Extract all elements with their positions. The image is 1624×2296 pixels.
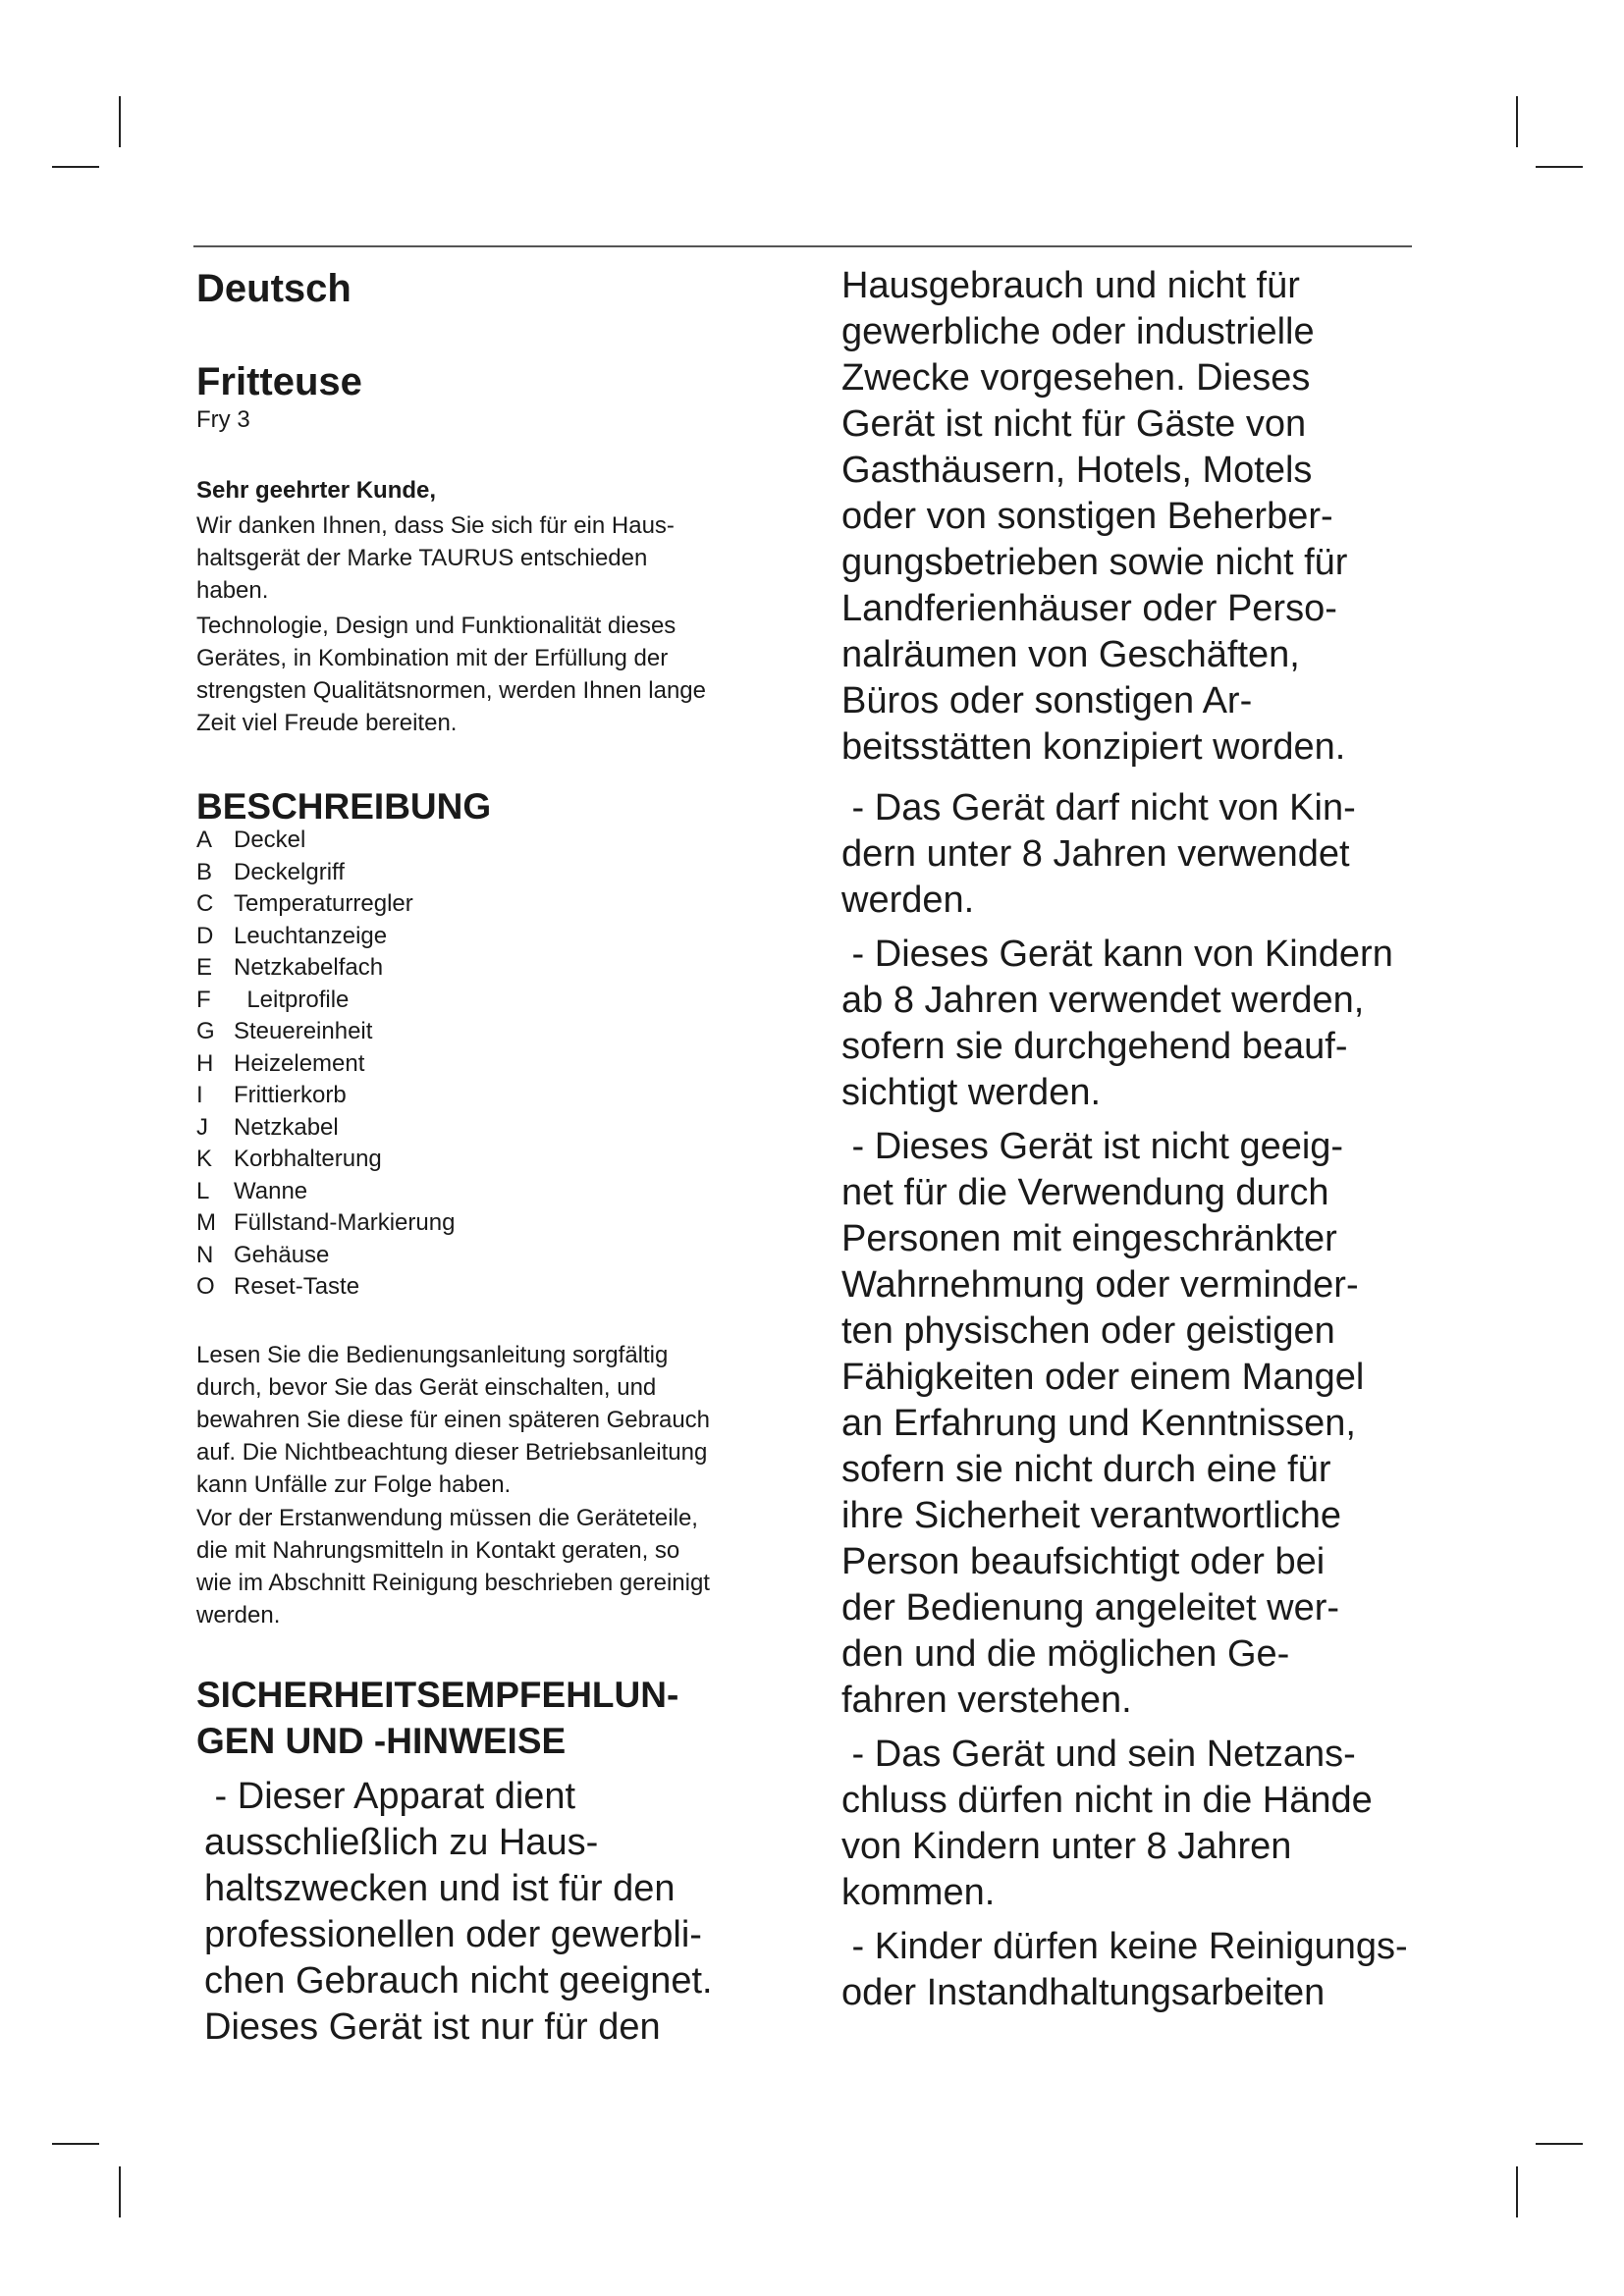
- safety-paragraph: - Das Gerät und sein Netzans- chluss dürfen nicht in die Hände von Kindern unter 8 Jahren kommen.: [841, 1734, 1373, 1913]
- item-key: D: [196, 922, 214, 949]
- safety-paragraph: - Kinder dürfen keine Reinigungs- oder Instandhaltungsarbeiten: [841, 1926, 1408, 2013]
- item-key: F: [196, 986, 211, 1013]
- list-item: [196, 857, 455, 889]
- item-label: Leitprofile: [234, 986, 350, 1013]
- list-item: [196, 985, 455, 1017]
- crop-mark: [1516, 96, 1518, 147]
- list-item: [196, 1080, 455, 1112]
- list-item: [196, 1016, 455, 1048]
- safety-heading: SICHERHEITSEMPFEHLUN- GEN UND -HINWEISE: [196, 1675, 679, 1761]
- header-rule: [193, 245, 1412, 247]
- greeting-paragraph: Technologie, Design und Funktionalität dieses Gerätes, in Kombination mit der Erfüllung der strengsten Qualitätsnormen, werden Ihnen lange Zeit viel Freude bereiten.: [196, 613, 706, 736]
- right-column: [841, 263, 1408, 2016]
- crop-mark: [119, 2166, 121, 2217]
- safety-paragraph: - Dieses Gerät ist nicht geeig- net für die Verwendung durch Personen mit eingeschränkter Wahrnehmung oder verminder- ten physischen oder geistigen Fähigkeiten oder einem Mangel an Erfahrung und Kenntnissen, sofern sie nicht durch eine für ihre Sicherheit verantwortliche Person beaufsichtigt oder bei der Bedienung angeleitet wer- den und die möglichen Ge- fahren verstehen.: [841, 1126, 1365, 1721]
- crop-mark: [52, 166, 99, 168]
- item-key: O: [196, 1273, 215, 1300]
- cleaning-paragraph: Vor der Erstanwendung müssen die Geräteteile, die mit Nahrungsmitteln in Kontakt geraten, so wie im Abschnitt Reinigung beschrieben gereinigt werden.: [196, 1505, 710, 1629]
- item-key: L: [196, 1177, 210, 1204]
- item-key: G: [196, 1018, 215, 1044]
- list-item: [196, 921, 455, 953]
- greeting-section: [196, 474, 706, 739]
- safety-paragraph: - Dieser Apparat dient ausschließlich zu Haus- haltszwecken und ist für den professionellen oder gewerbli- chen Gebrauch nicht geeignet. Dieses Gerät ist nur für den: [204, 1776, 713, 2048]
- item-label: Temperaturregler: [234, 890, 413, 917]
- description-heading: BESCHREIBUNG: [196, 786, 492, 827]
- item-label: Frittierkorb: [234, 1082, 347, 1108]
- item-key: B: [196, 858, 213, 885]
- item-label: Wanne: [234, 1177, 308, 1204]
- product-model: Fry 3: [196, 406, 250, 433]
- safety-paragraph: - Das Gerät darf nicht von Kin- dern unter 8 Jahren verwendet werden.: [841, 787, 1356, 921]
- item-key: I: [196, 1082, 203, 1108]
- item-key: N: [196, 1241, 214, 1268]
- list-item: [196, 1271, 455, 1304]
- item-key: J: [196, 1113, 208, 1141]
- crop-mark: [119, 96, 121, 147]
- list-item: [196, 1240, 455, 1272]
- item-label: Netzkabel: [234, 1113, 339, 1141]
- list-item: [196, 1048, 455, 1081]
- instructions-paragraph: Lesen Sie die Bedienungsanleitung sorgfältig durch, bevor Sie das Gerät einschalten, und bewahren Sie diese für einen späteren Gebrauch auf. Die Nichtbeachtung dieser Betriebsanleitung kann Unfälle zur Folge haben.: [196, 1342, 711, 1498]
- list-item: [196, 1207, 455, 1240]
- list-item: [196, 888, 455, 921]
- item-key: E: [196, 954, 213, 981]
- list-item: [196, 825, 455, 857]
- list-item: [196, 1176, 455, 1208]
- item-label: Deckel: [234, 827, 306, 853]
- item-label: Korbhalterung: [234, 1146, 382, 1172]
- list-item: [196, 1112, 455, 1145]
- safety-paragraph: Hausgebrauch und nicht für gewerbliche oder industrielle Zwecke vorgesehen. Dieses Gerät ist nicht für Gäste von Gasthäusern, Hotels, Motels oder von sonstigen Beherber- gungsbetrieben sowie nicht für Landferienhäuser oder Perso- nalräumen von Geschäften, Büros oder sonstigen Ar- beitsstätten konzipiert worden.: [841, 265, 1348, 768]
- safety-paragraph: - Dieses Gerät kann von Kindern ab 8 Jahren verwendet werden, sofern sie durchgehend beauf- sichtigt werden.: [841, 934, 1393, 1113]
- list-item: [196, 1144, 455, 1176]
- item-label: Heizelement: [234, 1049, 365, 1077]
- item-key: C: [196, 890, 214, 917]
- greeting-paragraph: Wir danken Ihnen, dass Sie sich für ein Haus- haltsgerät der Marke TAURUS entschieden haben.: [196, 512, 675, 604]
- crop-mark: [1536, 166, 1583, 168]
- crop-mark: [1516, 2166, 1518, 2217]
- parts-list: [196, 825, 455, 1304]
- item-label: Steuereinheit: [234, 1018, 373, 1044]
- crop-mark: [52, 2143, 99, 2145]
- item-key: H: [196, 1049, 214, 1077]
- language-heading: Deutsch: [196, 267, 352, 310]
- crop-mark: [1536, 2143, 1583, 2145]
- product-title: Fritteuse: [196, 360, 362, 403]
- item-key: A: [196, 827, 213, 853]
- item-label: Gehäuse: [234, 1241, 330, 1268]
- list-item: [196, 952, 455, 985]
- item-label: Leuchtanzeige: [234, 922, 388, 949]
- item-label: Deckelgriff: [234, 858, 345, 885]
- item-label: Netzkabelfach: [234, 954, 384, 981]
- greeting-title: Sehr geehrter Kunde,: [196, 477, 437, 504]
- item-key: M: [196, 1209, 216, 1236]
- item-label: Füllstand-Markierung: [234, 1209, 456, 1236]
- item-label: Reset-Taste: [234, 1273, 360, 1300]
- item-key: K: [196, 1146, 213, 1172]
